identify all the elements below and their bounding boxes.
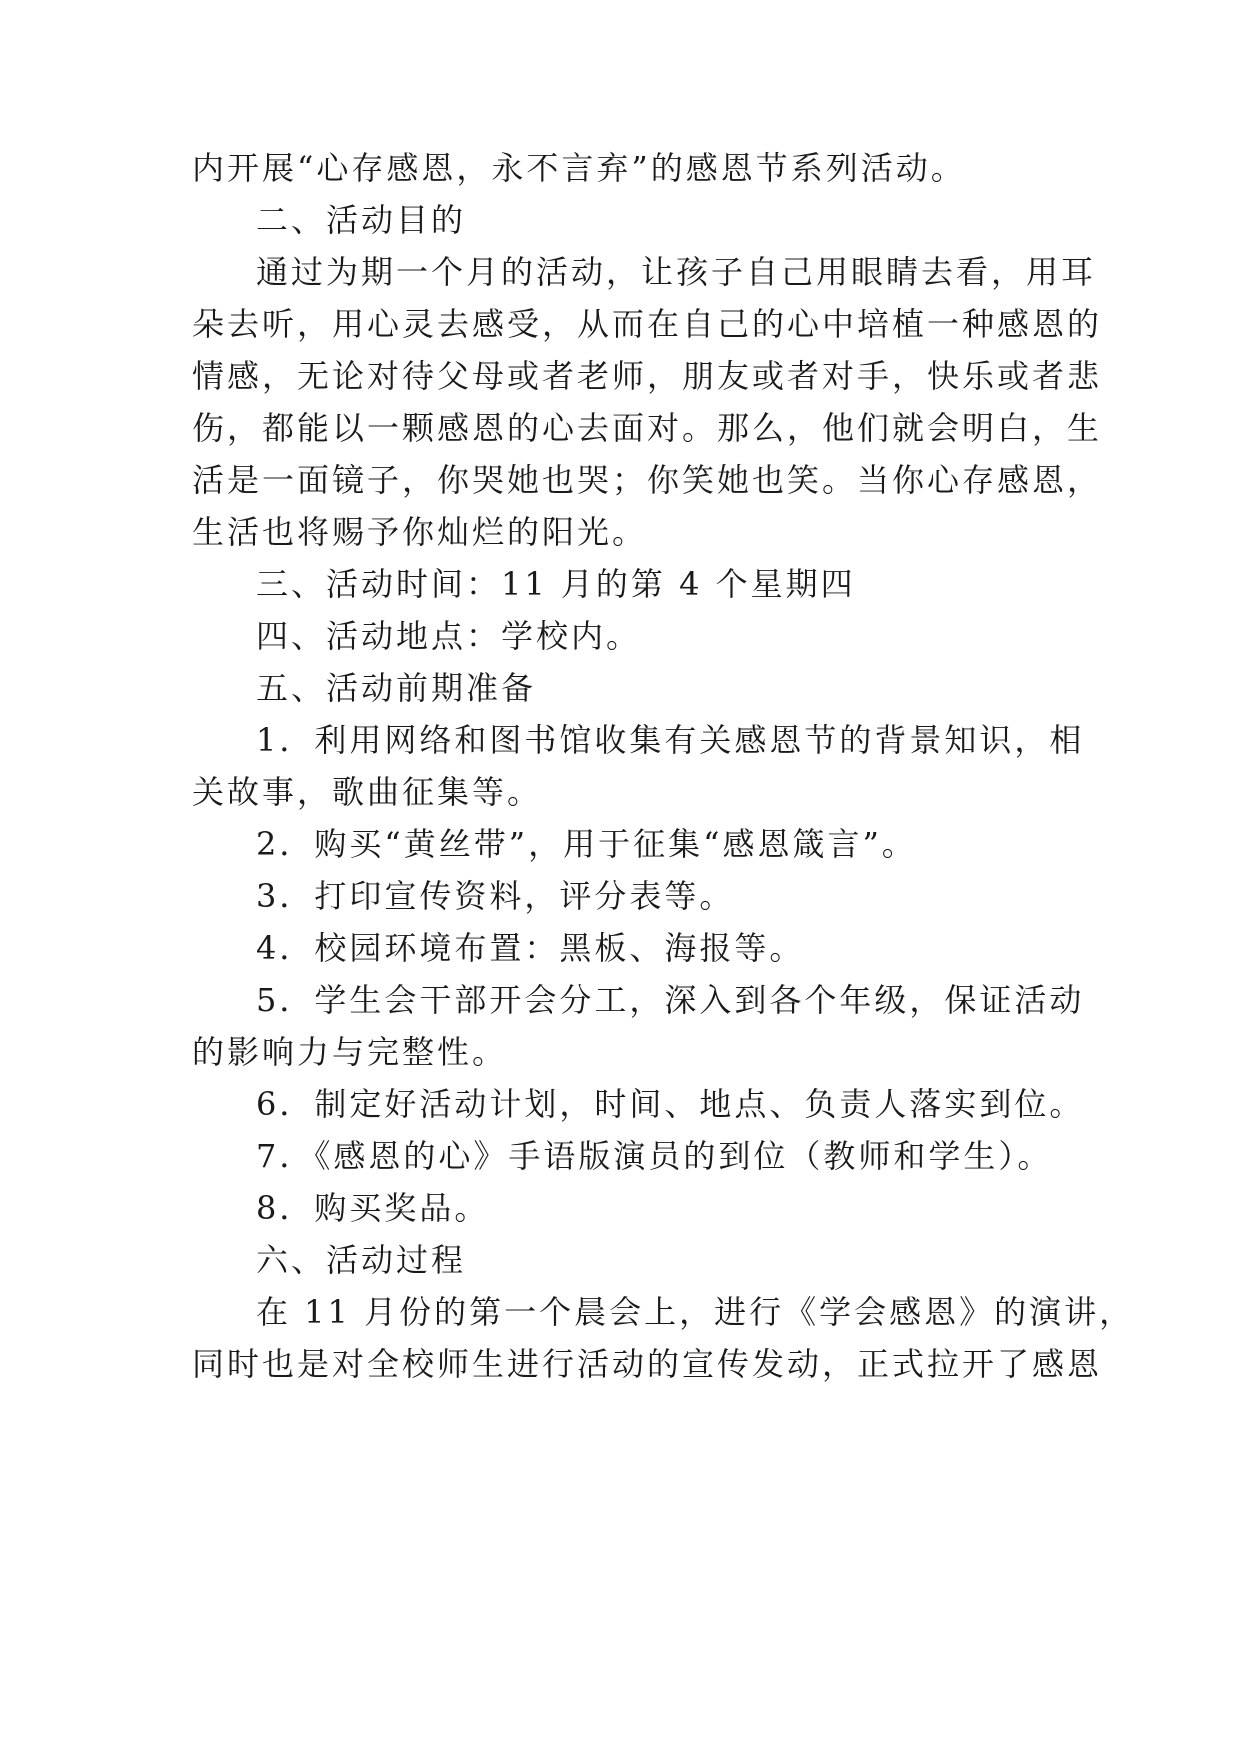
list-item: 6．制定好活动计划，时间、地点、负责人落实到位。: [256, 1085, 1085, 1123]
list-item: 1．利用网络和图书馆收集有关感恩节的背景知识，相: [256, 721, 1085, 759]
section-heading: 三、活动时间：11 月的第 4 个星期四: [256, 565, 856, 603]
list-item: 5．学生会干部开会分工，深入到各个年级，保证活动: [256, 981, 1085, 1019]
list-item: 8．购买奖品。: [256, 1189, 490, 1227]
text-line: 朵去听，用心灵去感受，从而在自己的心中培植一种感恩的: [192, 305, 1103, 343]
text-line: 同时也是对全校师生进行活动的宣传发动，正式拉开了感恩: [192, 1345, 1103, 1383]
text-line: 通过为期一个月的活动，让孩子自己用眼睛去看，用耳: [256, 253, 1097, 291]
text-line: 情感，无论对待父母或者老师，朋友或者对手，快乐或者悲: [192, 357, 1103, 395]
text-line: 伤，都能以一颗感恩的心去面对。那么，他们就会明白，生: [192, 409, 1103, 447]
text-line: 内开展“心存感恩，永不言弃”的感恩节系列活动。: [192, 149, 966, 187]
list-item: 2．购买“黄丝带”，用于征集“感恩箴言”。: [256, 825, 917, 863]
text-line: 活是一面镜子，你哭她也哭；你笑她也笑。当你心存感恩，: [192, 461, 1103, 499]
section-heading: 五、活动前期准备: [256, 669, 537, 707]
section-heading: 二、活动目的: [256, 201, 467, 239]
list-item: 7．《感恩的心》手语版演员的到位（教师和学生）。: [256, 1137, 1053, 1175]
list-item: 3．打印宣传资料，评分表等。: [256, 877, 735, 915]
text-line: 在 11 月份的第一个晨会上，进行《学会感恩》的演讲，: [256, 1293, 1135, 1331]
section-heading: 六、活动过程: [256, 1241, 467, 1279]
text-line: 关故事，歌曲征集等。: [192, 773, 543, 811]
text-line: 生活也将赐予你灿烂的阳光。: [192, 513, 648, 551]
text-line: 的影响力与完整性。: [192, 1033, 508, 1071]
list-item: 4．校园环境布置：黑板、海报等。: [256, 929, 805, 967]
section-heading: 四、活动地点：学校内。: [256, 617, 642, 655]
